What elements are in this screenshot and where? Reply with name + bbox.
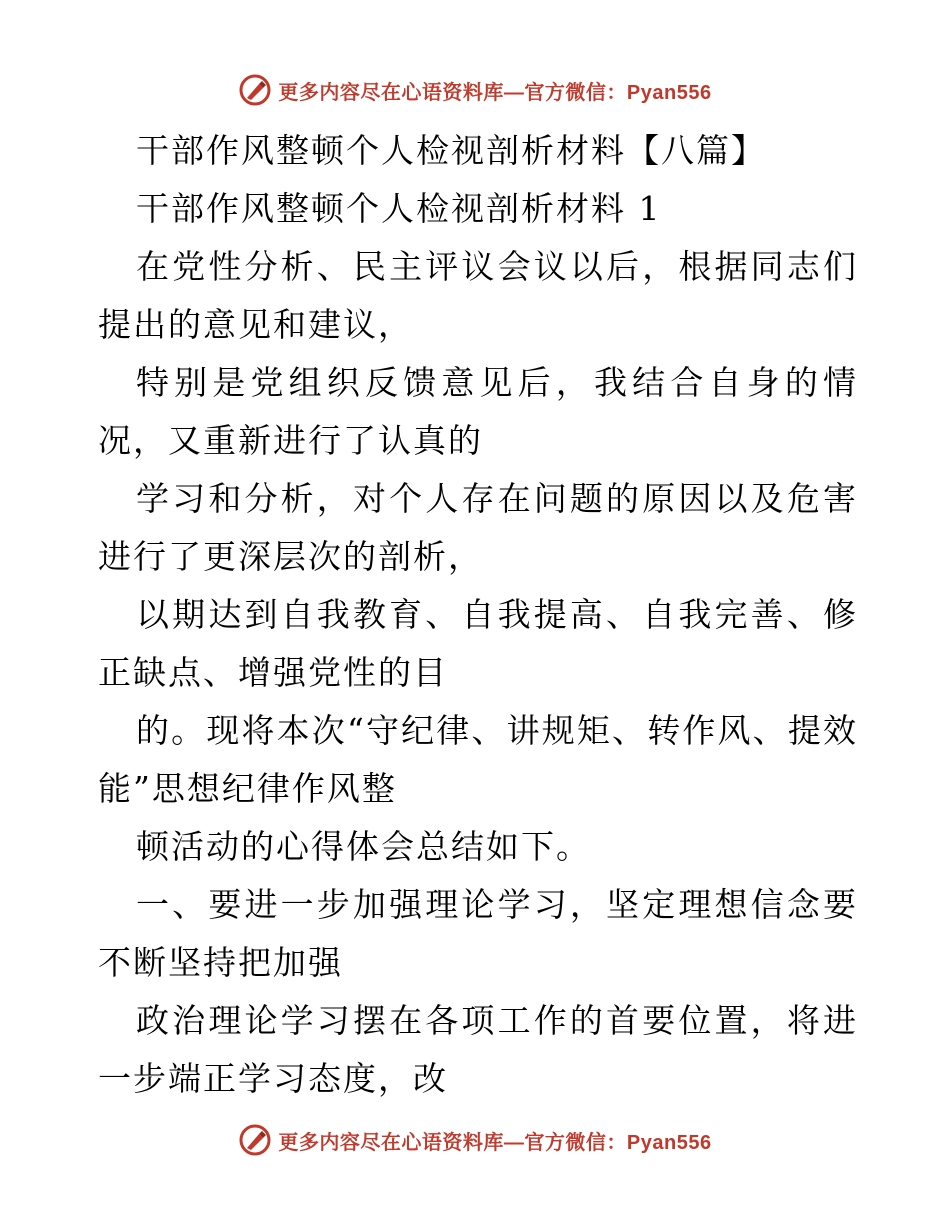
paragraph: 顿活动的心得体会总结如下。 xyxy=(136,827,591,866)
footer-watermark xyxy=(0,1120,950,1160)
paragraph: 在党性分析、民主评议会议以后，根据同志们提出的意见和建议， xyxy=(98,247,858,344)
document-title: 干部作风整顿个人检视剖析材料【八篇】 xyxy=(136,131,766,170)
paragraph: 一、要进一步加强理论学习，坚定理想信念要不断坚持把加强 xyxy=(98,885,858,982)
paragraph: 的。现将本次“守纪律、讲规矩、转作风、提效能”思想纪律作风整 xyxy=(98,711,858,808)
paragraph: 以期达到自我教育、自我提高、自我完善、修正缺点、增强党性的目 xyxy=(98,595,858,692)
pen-nib-circle-icon xyxy=(238,1123,272,1157)
document-body xyxy=(98,122,858,1108)
document-subtitle: 干部作风整顿个人检视剖析材料 1 xyxy=(136,189,662,228)
paragraph: 政治理论学习摆在各项工作的首要位置，将进一步端正学习态度，改 xyxy=(98,1001,858,1098)
header-watermark xyxy=(0,70,950,110)
watermark-text: 更多内容尽在心语资料库—官方微信：Pyan556 xyxy=(278,1131,712,1154)
watermark-text: 更多内容尽在心语资料库—官方微信：Pyan556 xyxy=(278,81,712,104)
paragraph: 特别是党组织反馈意见后，我结合自身的情况，又重新进行了认真的 xyxy=(98,363,858,460)
paragraph: 学习和分析，对个人存在问题的原因以及危害进行了更深层次的剖析， xyxy=(98,479,858,576)
pen-nib-circle-icon xyxy=(238,73,272,107)
